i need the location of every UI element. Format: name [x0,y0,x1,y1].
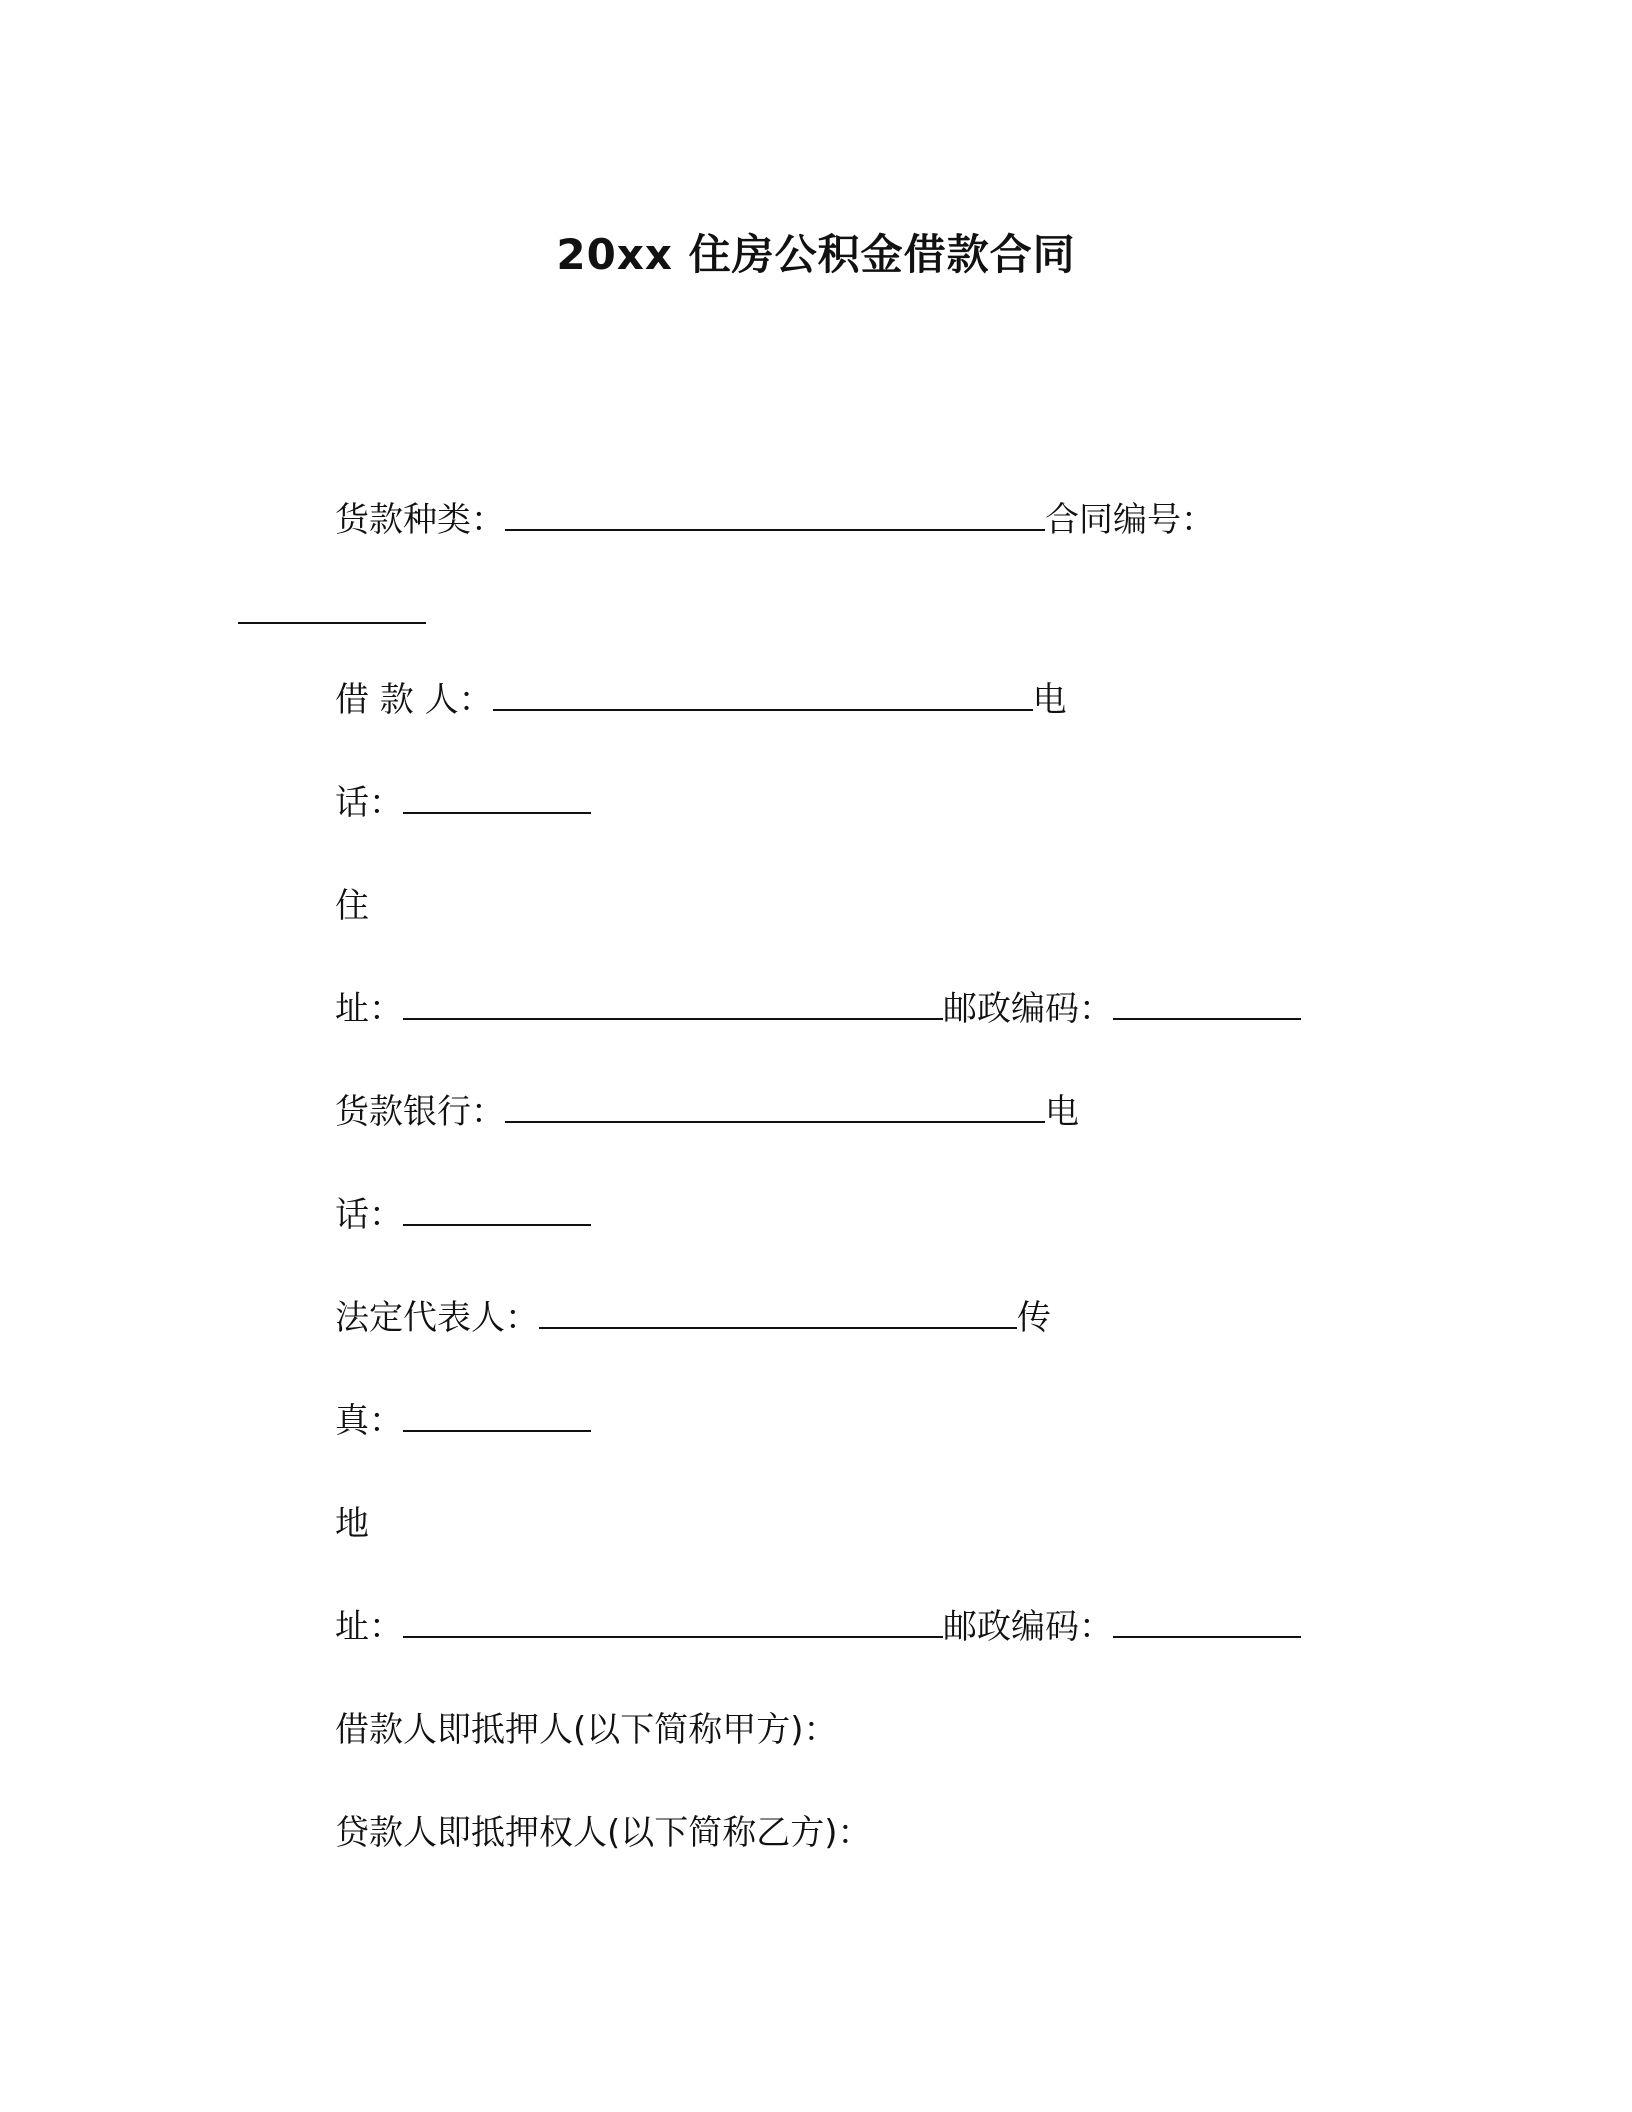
borrower-postal-label: 邮政编码： [943,989,1113,1029]
lending-bank-label: 货款银行： [335,1092,505,1132]
location-char-line [335,1501,369,1547]
loan-type-blank[interactable] [505,499,1045,531]
bank-postal-label: 邮政编码： [943,1607,1113,1647]
legal-rep-label: 法定代表人： [335,1298,539,1338]
legal-rep-line [335,1295,1051,1341]
party-b-label: 贷款人即抵押权人(以下简称乙方)： [335,1813,872,1853]
bank-address-line [335,1604,1301,1650]
legal-rep-blank[interactable] [539,1297,1017,1329]
location-char: 地 [335,1504,369,1544]
residence-char: 住 [335,886,369,926]
bank-phone-blank[interactable] [403,1194,591,1226]
borrower-address-label: 址： [335,989,403,1029]
fax-blank[interactable] [403,1400,591,1432]
document-title: 20xx 住房公积金借款合同 [556,230,1076,279]
residence-char-line [335,883,369,929]
bank-phone-label: 话： [335,1195,403,1235]
contract-no-line [238,590,426,636]
bank-postal-blank[interactable] [1113,1606,1301,1638]
party-a-line [335,1707,838,1753]
lending-bank-line [335,1089,1079,1135]
loan-type-line [335,497,1215,543]
borrower-address-line [335,986,1301,1032]
borrower-blank[interactable] [493,679,1033,711]
fax-char: 传 [1017,1298,1051,1338]
fax-label: 真： [335,1401,403,1441]
borrower-label: 借 款 人： [335,680,493,720]
party-a-label: 借款人即抵押人(以下简称甲方)： [335,1710,838,1750]
party-b-line [335,1810,872,1856]
borrower-phone-line [335,780,591,826]
contract-no-blank[interactable] [238,592,426,624]
bank-phone-char: 电 [1045,1092,1079,1132]
borrower-postal-blank[interactable] [1113,988,1301,1020]
bank-address-label: 址： [335,1607,403,1647]
borrower-phone-label: 话： [335,783,403,823]
borrower-address-blank[interactable] [403,988,943,1020]
bank-phone-line [335,1192,591,1238]
contract-no-label: 合同编号： [1045,500,1215,540]
loan-type-label: 货款种类： [335,500,505,540]
bank-address-blank[interactable] [403,1606,943,1638]
borrower-phone-blank[interactable] [403,782,591,814]
lending-bank-blank[interactable] [505,1091,1045,1123]
fax-line [335,1398,591,1444]
borrower-line [335,677,1067,723]
borrower-phone-char: 电 [1032,680,1067,720]
